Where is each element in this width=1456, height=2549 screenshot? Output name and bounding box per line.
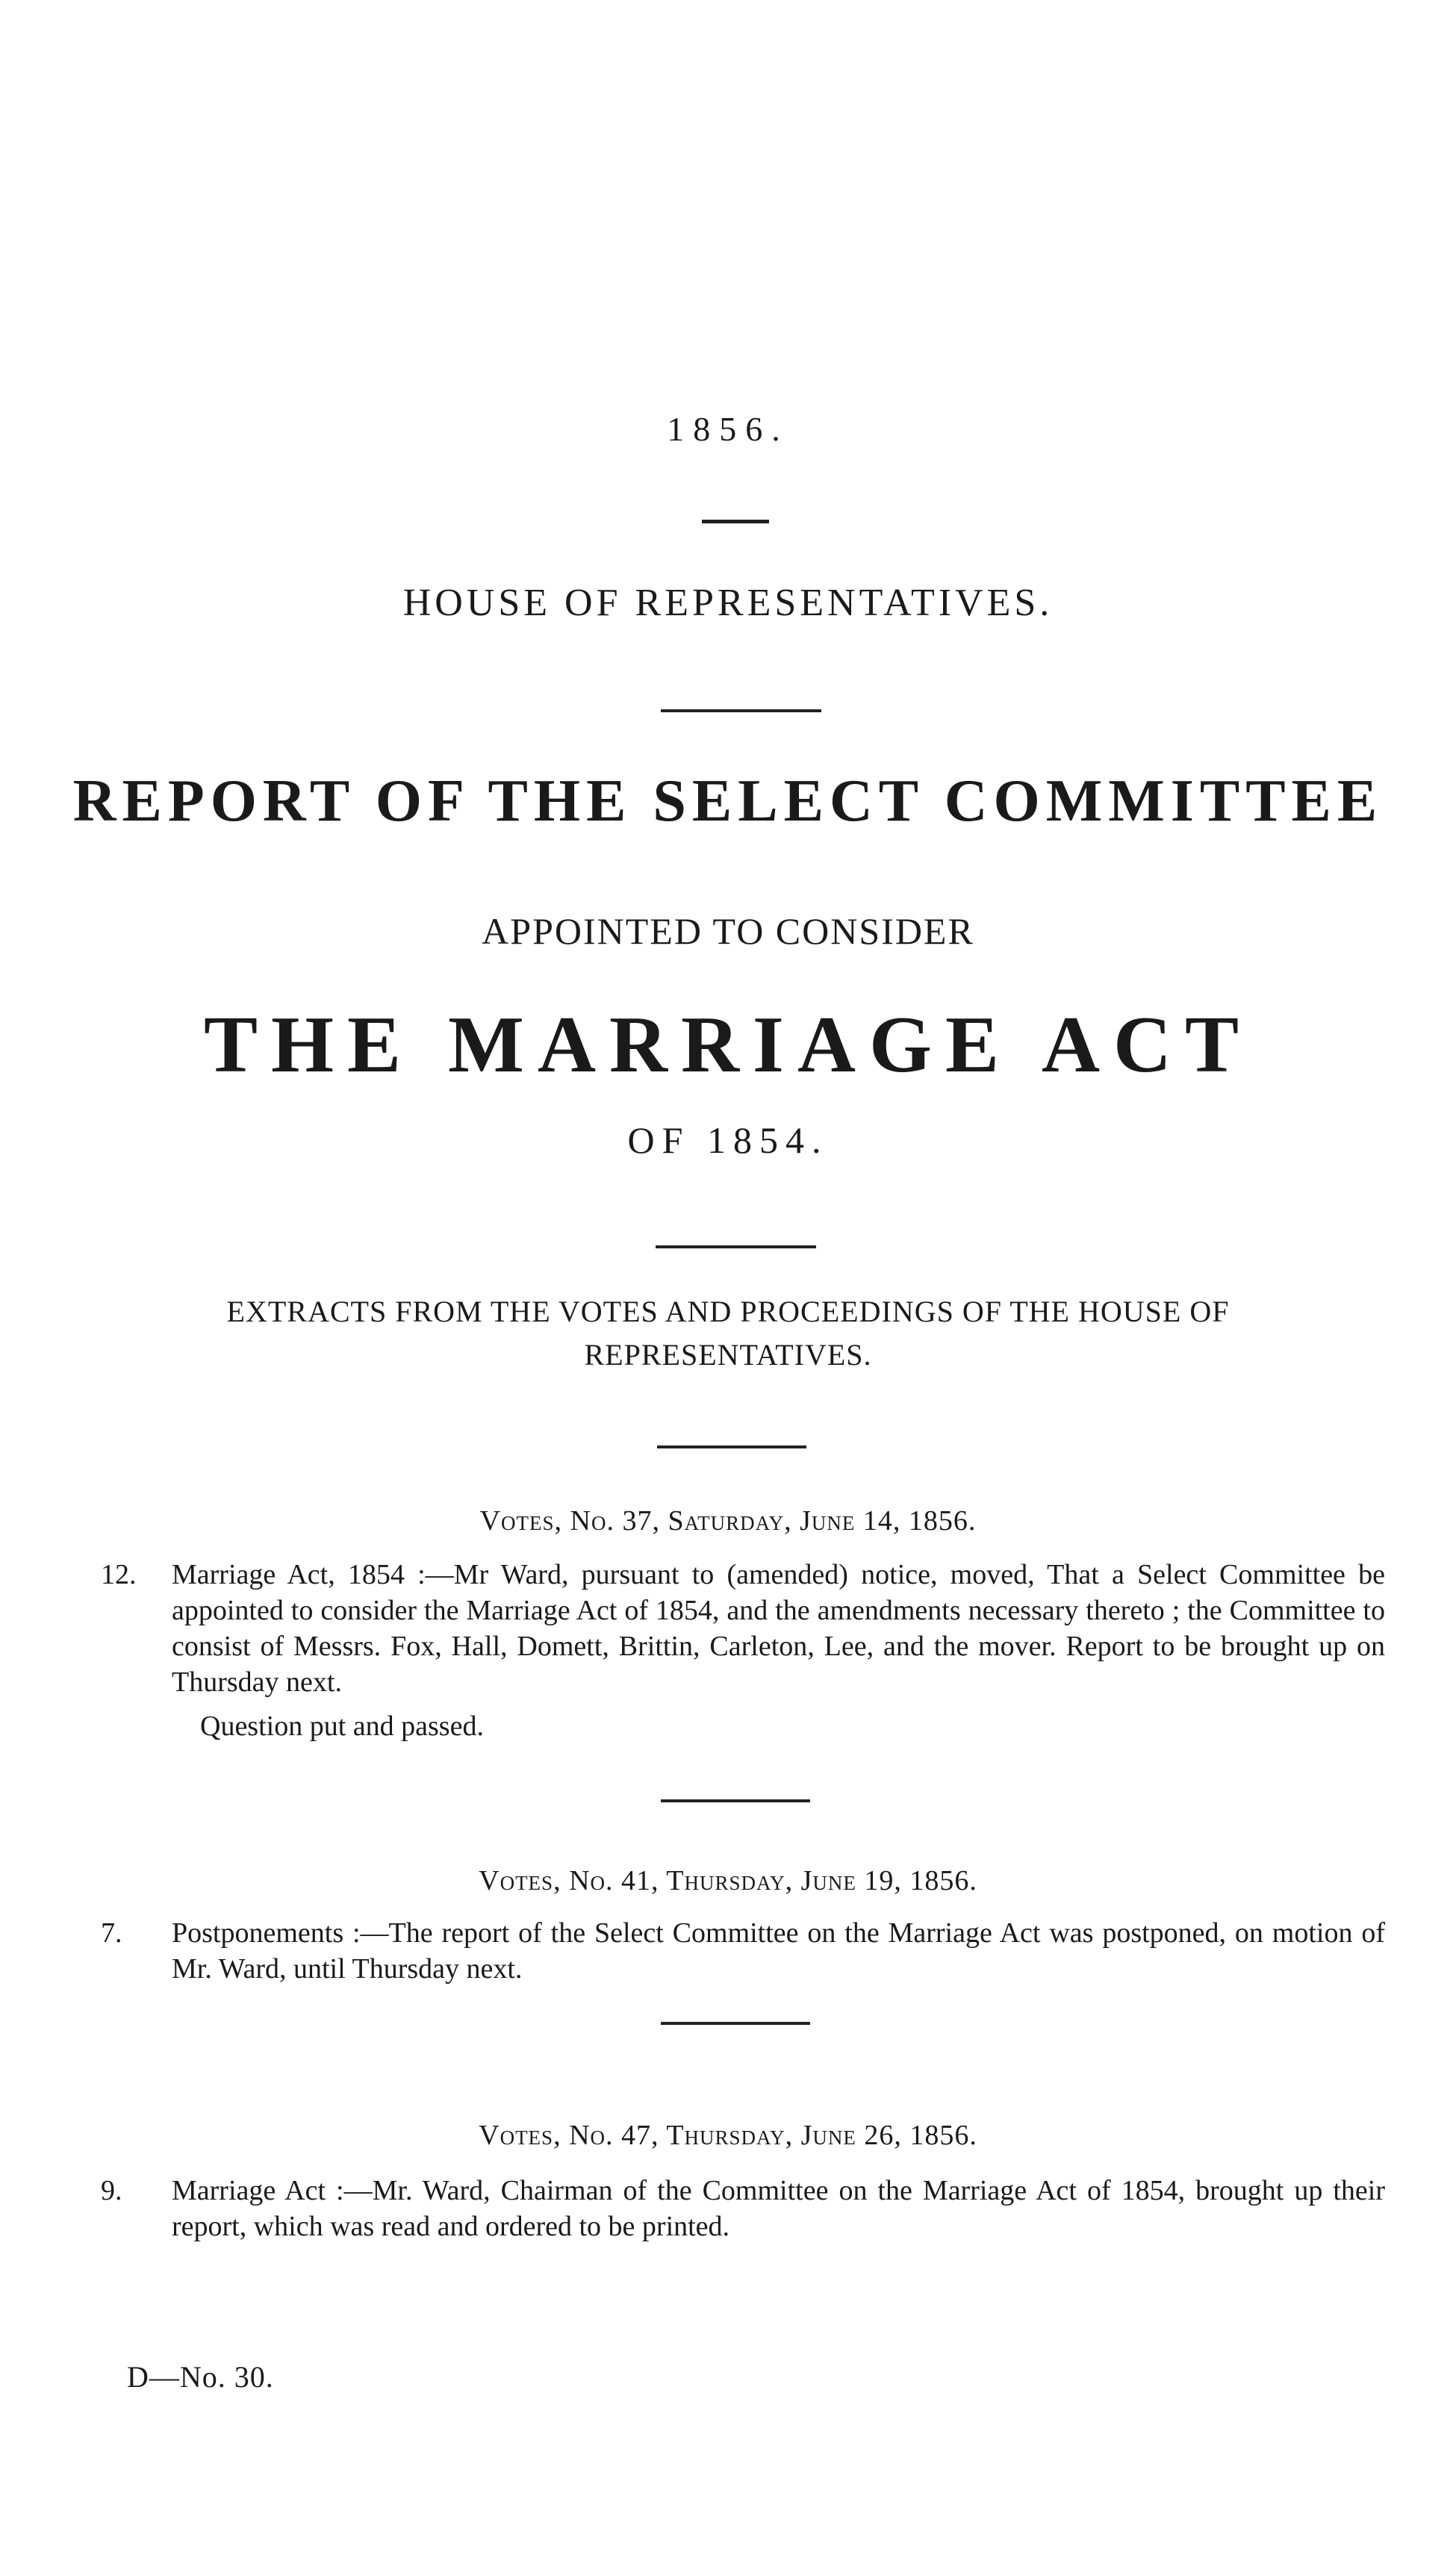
- appointed-subtitle: APPOINTED TO CONSIDER: [482, 910, 974, 952]
- divider: [656, 1245, 816, 1248]
- divider-short: [702, 520, 769, 523]
- act-title: THE MARRIAGE ACT: [203, 1000, 1253, 1089]
- vote-entry-9: [101, 2173, 1385, 2244]
- votes-heading-37: Votes, No. 37, Saturday, June 14, 1856.: [479, 1505, 977, 1537]
- entry-number: 12.: [101, 1559, 137, 1590]
- extracts-heading: [0, 1290, 1456, 1377]
- report-title: REPORT OF THE SELECT COMMITTEE: [72, 768, 1384, 834]
- entry-text: Marriage Act, 1854 :—Mr Ward, pursuant to (amended) notice, moved, That a Select Committee be appointed to consider the Marriage Act of 1854, and the amendments necessary thereto ; the Committee to consist of Messrs. Fox, Hall, Domett, Brittin, Carleton, Lee, and the mover. Report to be brought up on Thursday next.: [172, 1559, 1385, 1698]
- house-heading: HOUSE OF REPRESENTATIVES.: [402, 582, 1054, 624]
- divider: [657, 1445, 806, 1448]
- question-passed: Question put and passed.: [200, 1711, 484, 1742]
- document-code: D—No. 30.: [127, 2360, 274, 2394]
- divider: [661, 1799, 810, 1802]
- entry-text: Marriage Act :—Mr. Ward, Chairman of the Committee on the Marriage Act of 1854, brought up their report, which was read and ordered to be printed.: [172, 2175, 1385, 2242]
- divider: [661, 709, 821, 712]
- document-year: 1856.: [667, 410, 789, 448]
- extracts-line-1: EXTRACTS FROM THE VOTES AND PROCEEDINGS OF THE HOUSE OF: [226, 1295, 1230, 1328]
- extracts-line-2: REPRESENTATIVES.: [584, 1338, 872, 1372]
- entry-number: 9.: [101, 2175, 122, 2206]
- votes-heading-47: Votes, No. 47, Thursday, June 26, 1856.: [479, 2120, 977, 2151]
- vote-entry-7: [101, 1915, 1385, 1987]
- entry-number: 7.: [101, 1917, 122, 1949]
- act-year: OF 1854.: [627, 1119, 829, 1161]
- entry-text: Postponements :—The report of the Select Committee on the Marriage Act was postponed, on motion of Mr. Ward, until Thursday next.: [172, 1917, 1385, 1985]
- vote-entry-12: [101, 1557, 1385, 1700]
- divider: [661, 2022, 810, 2025]
- votes-heading-41: Votes, No. 41, Thursday, June 19, 1856.: [479, 1865, 977, 1896]
